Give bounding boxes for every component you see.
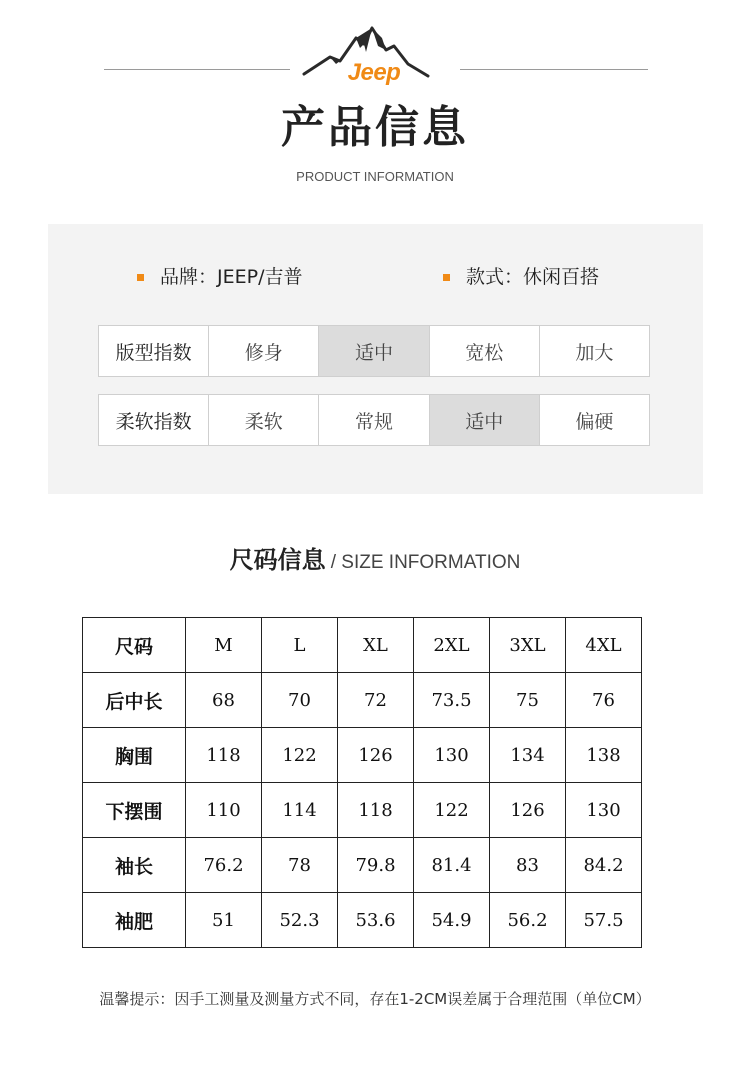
brand-info: 品牌：JEEP/吉普 [160, 266, 303, 288]
table-row-label: 袖长 [83, 838, 186, 893]
table-header-cell: 尺码 [83, 618, 186, 673]
table-cell: 84.2 [566, 838, 642, 893]
softness-option-selected: 适中 [429, 395, 539, 445]
size-section-heading [0, 542, 750, 581]
table-row [83, 728, 642, 783]
table-cell: 57.5 [566, 893, 642, 948]
fit-option: 宽松 [429, 326, 539, 376]
size-title-cn: 尺码信息 [229, 546, 326, 574]
table-row-label: 下摆围 [83, 783, 186, 838]
page-title: 产品信息 [281, 102, 469, 153]
fit-option: 加大 [539, 326, 649, 376]
style-info: 款式：休闲百搭 [466, 266, 600, 288]
table-cell: 68 [186, 673, 262, 728]
table-header-cell: XL [338, 618, 414, 673]
table-cell: 54.9 [414, 893, 490, 948]
table-cell: 118 [338, 783, 414, 838]
table-cell: 70 [262, 673, 338, 728]
table-header-row [83, 618, 642, 673]
table-cell: 126 [490, 783, 566, 838]
table-header-cell: M [186, 618, 262, 673]
table-row [83, 838, 642, 893]
table-cell: 73.5 [414, 673, 490, 728]
table-cell: 130 [566, 783, 642, 838]
table-cell: 118 [186, 728, 262, 783]
table-cell: 138 [566, 728, 642, 783]
table-cell: 126 [338, 728, 414, 783]
table-row-label: 后中长 [83, 673, 186, 728]
table-cell: 114 [262, 783, 338, 838]
table-cell: 130 [414, 728, 490, 783]
fit-option-selected: 适中 [318, 326, 428, 376]
page-subtitle: PRODUCT INFORMATION [296, 169, 454, 184]
table-row [83, 893, 642, 948]
softness-option: 偏硬 [539, 395, 649, 445]
table-cell: 122 [262, 728, 338, 783]
table-cell: 78 [262, 838, 338, 893]
fit-index-label: 版型指数 [115, 341, 192, 364]
table-cell: 79.8 [338, 838, 414, 893]
softness-option: 柔软 [208, 395, 318, 445]
table-cell: 122 [414, 783, 490, 838]
table-cell: 56.2 [490, 893, 566, 948]
bullet-icon [137, 274, 144, 281]
table-header-cell: 2XL [414, 618, 490, 673]
table-cell: 76 [566, 673, 642, 728]
size-table [82, 617, 642, 948]
table-cell: 52.3 [262, 893, 338, 948]
table-cell: 81.4 [414, 838, 490, 893]
fit-index-row [98, 325, 650, 377]
table-row [83, 673, 642, 728]
table-row [83, 783, 642, 838]
table-cell: 51 [186, 893, 262, 948]
table-cell: 72 [338, 673, 414, 728]
table-row-label: 袖肥 [83, 893, 186, 948]
bullet-icon [443, 274, 450, 281]
table-header-cell: L [262, 618, 338, 673]
table-row-label: 胸围 [83, 728, 186, 783]
size-title-en: / SIZE INFORMATION [330, 552, 521, 573]
table-header-cell: 3XL [490, 618, 566, 673]
jeep-logo: Jeep [347, 59, 401, 86]
fit-option: 修身 [208, 326, 318, 376]
header-line-left [104, 69, 290, 70]
softness-index-label: 柔软指数 [115, 410, 192, 433]
table-cell: 53.6 [338, 893, 414, 948]
header-line-right [460, 69, 648, 70]
softness-index-row [98, 394, 650, 446]
table-cell: 134 [490, 728, 566, 783]
table-cell: 76.2 [186, 838, 262, 893]
table-cell: 83 [490, 838, 566, 893]
softness-option: 常规 [318, 395, 428, 445]
table-cell: 110 [186, 783, 262, 838]
table-cell: 75 [490, 673, 566, 728]
measurement-note: 温馨提示：因手工测量及测量方式不同，存在1-2CM误差属于合理范围（单位CM） [99, 990, 651, 1008]
table-header-cell: 4XL [566, 618, 642, 673]
